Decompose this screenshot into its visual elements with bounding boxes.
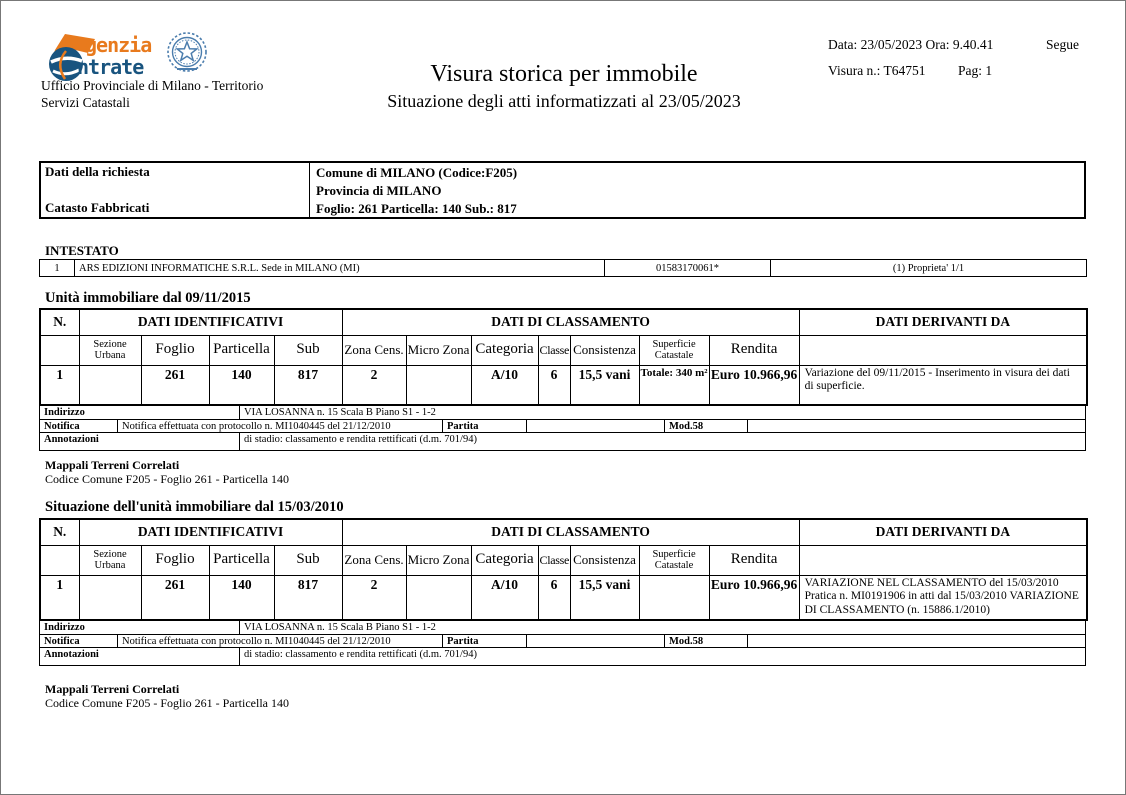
intestato-row-number: 1 <box>40 260 75 277</box>
cell-micro <box>406 575 471 620</box>
page-title: Visura storica per immobile <box>430 61 698 87</box>
sub-header-row <box>40 335 1087 365</box>
col-classe: Classe <box>538 335 570 365</box>
col-categoria: Categoria <box>471 545 538 575</box>
col-micro-zona: Micro Zona <box>406 545 471 575</box>
table-row <box>40 365 1087 405</box>
visura-number-label: Visura n.: T64751 <box>828 63 926 78</box>
cell-rendita: Euro 10.966,96 <box>709 365 799 405</box>
indirizzo-row <box>39 405 1086 420</box>
comune-line: Comune di MILANO (Codice:F205) <box>316 165 518 180</box>
request-right-column <box>310 163 1084 217</box>
cell-particella: 140 <box>209 575 274 620</box>
cell-n: 1 <box>40 365 79 405</box>
col-sezione-urbana: Sezione Urbana <box>79 545 141 575</box>
col-group-classamento: DATI DI CLASSAMENTO <box>342 309 799 335</box>
unit-table-block-1 <box>39 308 1086 451</box>
cell-micro <box>406 365 471 405</box>
unit-table-1 <box>39 308 1088 406</box>
notifica-row <box>39 419 1086 433</box>
table-row <box>40 260 1087 277</box>
col-rendita: Rendita <box>709 545 799 575</box>
notifica-row <box>39 634 1086 648</box>
provincia-line: Provincia di MILANO <box>316 183 442 198</box>
notifica-value: Notifica effettuata con protocollo n. MI1040445 del 21/12/2010 <box>118 420 443 432</box>
col-n: N. <box>40 309 79 335</box>
indirizzo-label: Indirizzo <box>40 621 240 634</box>
col-derivanti-spacer <box>799 545 1087 575</box>
mappali-heading: Mappali Terreni Correlati <box>45 458 180 472</box>
col-derivanti-spacer <box>799 335 1087 365</box>
mod58-value <box>748 635 1085 647</box>
cell-zona: 2 <box>342 365 406 405</box>
unit-section-heading-1: Unità immobiliare dal 09/11/2015 <box>45 290 251 306</box>
cell-sezione <box>79 575 141 620</box>
mod58-label: Mod.58 <box>665 635 748 647</box>
cell-rendita: Euro 10.966,96 <box>709 575 799 620</box>
cell-zona: 2 <box>342 575 406 620</box>
indirizzo-value: VIA LOSANNA n. 15 Scala B Piano S1 - 1-2 <box>244 407 436 418</box>
intestato-owner-name: ARS EDIZIONI INFORMATICHE S.R.L. Sede in MILANO (MI) <box>75 260 605 277</box>
mod58-value <box>748 420 1085 432</box>
partita-label: Partita <box>443 420 527 432</box>
col-superficie: Superficie Catastale <box>639 545 709 575</box>
date-time-label: Data: 23/05/2023 Ora: 9.40.41 <box>828 37 994 52</box>
indirizzo-row <box>39 620 1086 635</box>
col-sezione-urbana: Sezione Urbana <box>79 335 141 365</box>
annotazioni-row <box>39 432 1086 451</box>
annotazioni-row <box>39 647 1086 666</box>
mod58-label: Mod.58 <box>665 420 748 432</box>
col-n: N. <box>40 519 79 545</box>
request-left-column <box>41 163 310 217</box>
col-foglio: Foglio <box>141 545 209 575</box>
col-consistenza: Consistenza <box>570 545 639 575</box>
page-number-label: Pag: 1 <box>958 63 993 78</box>
unit-table-block-2 <box>39 518 1086 666</box>
cell-foglio: 261 <box>141 575 209 620</box>
cell-derivanti: Variazione del 09/11/2015 - Inserimento in visura dei dati di superficie. <box>799 365 1087 405</box>
notifica-label: Notifica <box>40 635 118 647</box>
cell-consistenza: 15,5 vani <box>570 365 639 405</box>
page-subtitle: Situazione degli atti informatizzati al 23/05/2023 <box>387 91 741 111</box>
intestato-heading: INTESTATO <box>45 243 119 258</box>
col-sub: Sub <box>274 335 342 365</box>
col-group-derivanti: DATI DERIVANTI DA <box>799 519 1087 545</box>
sub-header-row <box>40 545 1087 575</box>
col-particella: Particella <box>209 545 274 575</box>
col-group-classamento: DATI DI CLASSAMENTO <box>342 519 799 545</box>
cell-categoria: A/10 <box>471 365 538 405</box>
col-superficie: Superficie Catastale <box>639 335 709 365</box>
partita-label: Partita <box>443 635 527 647</box>
col-foglio: Foglio <box>141 335 209 365</box>
col-group-identificativi: DATI IDENTIFICATIVI <box>79 309 342 335</box>
group-header-row <box>40 309 1087 335</box>
cell-n: 1 <box>40 575 79 620</box>
cell-consistenza: 15,5 vani <box>570 575 639 620</box>
request-label: Dati della richiesta <box>45 164 150 179</box>
col-rendita: Rendita <box>709 335 799 365</box>
catasto-label: Catasto Fabbricati <box>45 200 150 215</box>
annotazioni-value: di stadio: classamento e rendita rettificati (d.m. 701/94) <box>244 648 477 660</box>
office-line1: Ufficio Provinciale di Milano - Territorio <box>41 78 264 93</box>
cell-foglio: 261 <box>141 365 209 405</box>
col-particella: Particella <box>209 335 274 365</box>
unit-section-heading-2: Situazione dell'unità immobiliare dal 15/03/2010 <box>45 499 344 515</box>
annotazioni-value: di stadio: classamento e rendita rettificati (d.m. 701/94) <box>244 434 477 445</box>
request-data-box <box>39 161 1086 219</box>
cell-classe: 6 <box>538 365 570 405</box>
cell-sub: 817 <box>274 365 342 405</box>
cell-derivanti: VARIAZIONE NEL CLASSAMENTO del 15/03/2010 Pratica n. MI0191906 in atti dal 15/03/2010 VARIAZIONE DI CLASSAMENTO (n. 15886.1/2010) <box>799 575 1087 620</box>
logo-text-agenzia: genzia <box>85 33 152 57</box>
mappali-block-1 <box>45 458 289 486</box>
unit-table-2 <box>39 518 1088 621</box>
indirizzo-label: Indirizzo <box>40 406 240 419</box>
intestato-property-rights: (1) Proprieta' 1/1 <box>771 260 1087 277</box>
cell-sezione <box>79 365 141 405</box>
notifica-value: Notifica effettuata con protocollo n. MI1040445 del 21/12/2010 <box>118 635 443 647</box>
mappali-heading: Mappali Terreni Correlati <box>45 682 180 696</box>
cell-categoria: A/10 <box>471 575 538 620</box>
cell-superficie: Totale: 340 m² <box>639 365 709 405</box>
partita-value <box>527 635 665 647</box>
cell-particella: 140 <box>209 365 274 405</box>
col-n-spacer <box>40 545 79 575</box>
partita-value <box>527 420 665 432</box>
segue-label: Segue <box>1046 37 1079 52</box>
col-group-derivanti: DATI DERIVANTI DA <box>799 309 1087 335</box>
intestato-table <box>39 259 1087 277</box>
foglio-line: Foglio: 261 Particella: 140 Sub.: 817 <box>316 201 517 216</box>
col-micro-zona: Micro Zona <box>406 335 471 365</box>
col-n-spacer <box>40 335 79 365</box>
cell-superficie <box>639 575 709 620</box>
logo-text-entrate: ntrate <box>77 55 144 79</box>
col-consistenza: Consistenza <box>570 335 639 365</box>
col-categoria: Categoria <box>471 335 538 365</box>
indirizzo-value: VIA LOSANNA n. 15 Scala B Piano S1 - 1-2 <box>244 621 436 633</box>
mappali-line: Codice Comune F205 - Foglio 261 - Particella 140 <box>45 472 289 486</box>
col-group-identificativi: DATI IDENTIFICATIVI <box>79 519 342 545</box>
notifica-label: Notifica <box>40 420 118 432</box>
annotazioni-label: Annotazioni <box>40 433 240 450</box>
mappali-line: Codice Comune F205 - Foglio 261 - Particella 140 <box>45 696 289 710</box>
mappali-block-2 <box>45 682 289 710</box>
col-zona-cens: Zona Cens. <box>342 545 406 575</box>
intestato-fiscal-code: 01583170061* <box>605 260 771 277</box>
annotazioni-label: Annotazioni <box>40 648 240 665</box>
col-sub: Sub <box>274 545 342 575</box>
cell-classe: 6 <box>538 575 570 620</box>
office-line2: Servizi Catastali <box>41 95 130 110</box>
table-row <box>40 575 1087 620</box>
cell-sub: 817 <box>274 575 342 620</box>
col-zona-cens: Zona Cens. <box>342 335 406 365</box>
col-classe: Classe <box>538 545 570 575</box>
group-header-row <box>40 519 1087 545</box>
